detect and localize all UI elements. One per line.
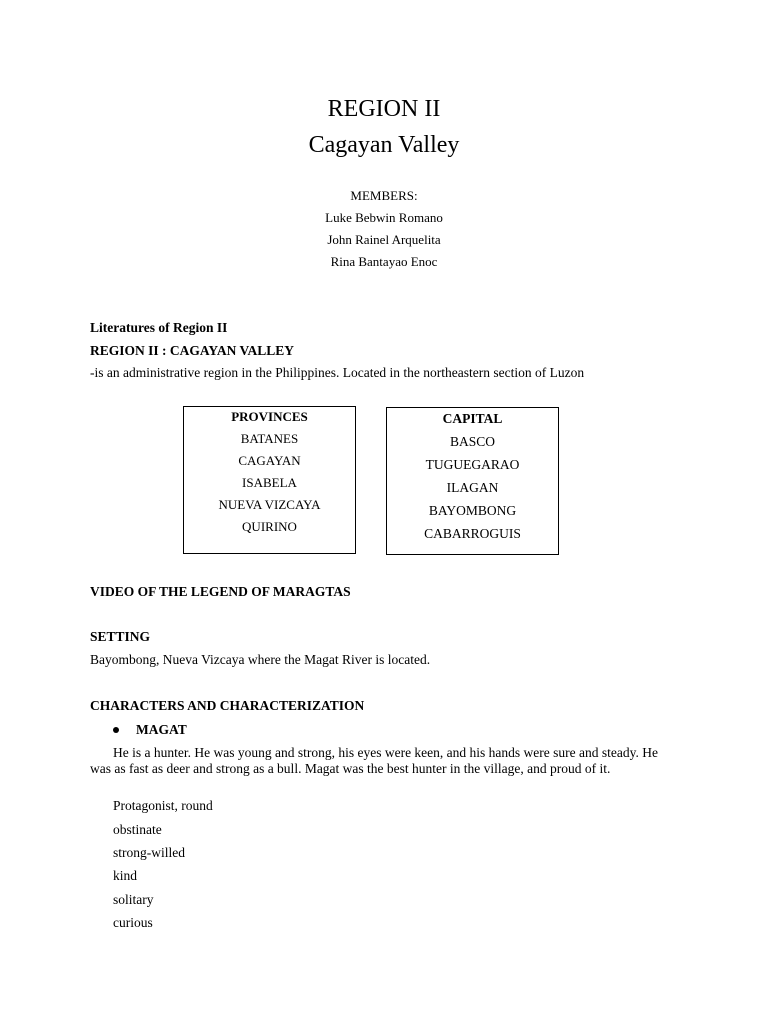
provinces-header: PROVINCES: [231, 409, 308, 424]
setting-heading: SETTING: [90, 629, 151, 644]
province-cell: ISABELA: [242, 475, 297, 490]
capital-cell: TUGUEGARAO: [425, 457, 520, 472]
character-trait: kind: [113, 868, 138, 883]
capital-table: [386, 407, 559, 555]
capital-cell: BASCO: [449, 434, 495, 449]
member-name: Rina Bantayao Enoc: [330, 254, 438, 269]
page-subtitle: Cagayan Valley: [308, 132, 460, 158]
region-heading: REGION II : CAGAYAN VALLEY: [90, 343, 295, 358]
province-cell: BATANES: [240, 431, 299, 446]
member-name: Luke Bebwin Romano: [325, 210, 443, 225]
capital-header: CAPITAL: [442, 411, 503, 426]
character-trait: obstinate: [113, 822, 162, 837]
page-title: REGION II: [327, 96, 441, 122]
province-cell: QUIRINO: [242, 519, 297, 534]
region-description: -is an administrative region in the Philippines. Located in the northeastern section of Luzon: [90, 365, 585, 380]
setting-text: Bayombong, Nueva Vizcaya where the Magat River is located.: [90, 652, 431, 667]
character-trait: solitary: [113, 892, 154, 907]
video-heading: VIDEO OF THE LEGEND OF MARAGTAS: [90, 584, 351, 599]
character-trait: Protagonist, round: [113, 798, 213, 813]
capital-cell: CABARROGUIS: [424, 526, 521, 541]
characters-heading: CHARACTERS AND CHARACTERIZATION: [90, 698, 365, 713]
member-name: John Rainel Arquelita: [327, 232, 441, 247]
character-description: He is a hunter. He was young and strong, his eyes were keen, and his hands were sure and steady. He was as fast as deer and strong as a bull. Magat was the best hunter in the village, and proud of it.: [90, 745, 658, 776]
character-trait: strong-willed: [113, 845, 185, 860]
capital-cell: ILAGAN: [446, 480, 499, 495]
capital-cell: BAYOMBONG: [428, 503, 517, 518]
literatures-heading: Literatures of Region II: [90, 320, 228, 335]
province-cell: CAGAYAN: [238, 453, 301, 468]
province-cell: NUEVA VIZCAYA: [218, 497, 321, 512]
bullet-icon: [113, 727, 119, 733]
character-name: MAGAT: [136, 722, 187, 737]
provinces-table: [183, 406, 356, 554]
members-label: MEMBERS:: [350, 188, 418, 203]
character-trait: curious: [113, 915, 153, 930]
